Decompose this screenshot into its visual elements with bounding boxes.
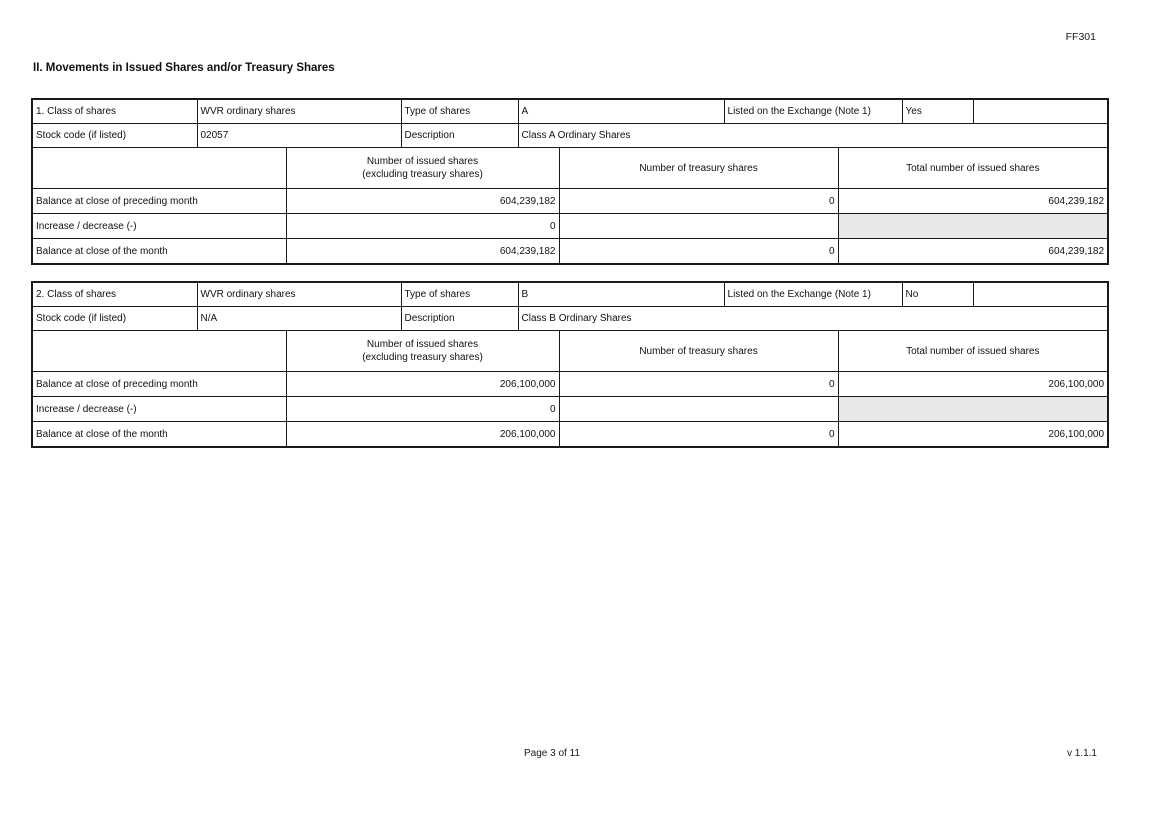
listed-extra-cell xyxy=(973,282,1108,307)
table-header-row xyxy=(32,148,1108,189)
total-shares-column-header: Total number of issued shares xyxy=(838,331,1108,372)
stock-code-label: Stock code (if listed) xyxy=(32,307,197,331)
close-issued-value: 604,239,182 xyxy=(286,239,559,265)
stock-code-label: Stock code (if listed) xyxy=(32,124,197,148)
preceding-treasury-value: 0 xyxy=(559,189,838,214)
increase-issued-value: 0 xyxy=(286,397,559,422)
table-row xyxy=(32,422,1108,448)
stock-code-value: N/A xyxy=(197,307,401,331)
preceding-balance-label: Balance at close of preceding month xyxy=(32,372,286,397)
table-row xyxy=(32,214,1108,239)
close-balance-label: Balance at close of the month xyxy=(32,239,286,265)
description-label: Description xyxy=(401,124,518,148)
class-b-shares-table xyxy=(31,281,1109,448)
page-title: II. Movements in Issued Shares and/or Treasury Shares xyxy=(33,62,335,74)
preceding-total-value: 604,239,182 xyxy=(838,189,1108,214)
preceding-issued-value: 604,239,182 xyxy=(286,189,559,214)
stock-code-value: 02057 xyxy=(197,124,401,148)
increase-decrease-label: Increase / decrease (-) xyxy=(32,214,286,239)
table-row xyxy=(32,189,1108,214)
type-of-shares-label: Type of shares xyxy=(401,99,518,124)
table-row xyxy=(32,239,1108,265)
close-treasury-value: 0 xyxy=(559,422,838,448)
table-row xyxy=(32,372,1108,397)
description-label: Description xyxy=(401,307,518,331)
preceding-treasury-value: 0 xyxy=(559,372,838,397)
issued-shares-header-line2: (excluding treasury shares) xyxy=(362,352,483,363)
description-value: Class B Ordinary Shares xyxy=(518,307,1108,331)
close-balance-label: Balance at close of the month xyxy=(32,422,286,448)
type-of-shares-value: B xyxy=(518,282,724,307)
table-row xyxy=(32,397,1108,422)
class-of-shares-label: 2. Class of shares xyxy=(32,282,197,307)
preceding-balance-label: Balance at close of preceding month xyxy=(32,189,286,214)
listed-on-exchange-label: Listed on the Exchange (Note 1) xyxy=(724,282,902,307)
description-value: Class A Ordinary Shares xyxy=(518,124,1108,148)
increase-issued-value: 0 xyxy=(286,214,559,239)
listed-on-exchange-value: Yes xyxy=(902,99,973,124)
table-row xyxy=(32,124,1108,148)
issued-shares-column-header xyxy=(286,331,559,372)
table-row xyxy=(32,282,1108,307)
treasury-shares-column-header: Number of treasury shares xyxy=(559,331,838,372)
form-code: FF301 xyxy=(1065,31,1096,43)
close-treasury-value: 0 xyxy=(559,239,838,265)
table-header-row xyxy=(32,331,1108,372)
preceding-issued-value: 206,100,000 xyxy=(286,372,559,397)
class-of-shares-label: 1. Class of shares xyxy=(32,99,197,124)
listed-on-exchange-value: No xyxy=(902,282,973,307)
issued-shares-header-line2: (excluding treasury shares) xyxy=(362,169,483,180)
class-of-shares-value: WVR ordinary shares xyxy=(197,282,401,307)
empty-header-cell xyxy=(32,331,286,372)
type-of-shares-value: A xyxy=(518,99,724,124)
treasury-shares-column-header: Number of treasury shares xyxy=(559,148,838,189)
preceding-total-value: 206,100,000 xyxy=(838,372,1108,397)
version-label: v 1.1.1 xyxy=(1066,748,1097,759)
increase-treasury-value xyxy=(559,214,838,239)
increase-total-shaded-cell xyxy=(838,397,1108,422)
issued-shares-header-line1: Number of issued shares xyxy=(366,156,479,167)
class-a-shares-table xyxy=(31,98,1109,265)
empty-header-cell xyxy=(32,148,286,189)
type-of-shares-label: Type of shares xyxy=(401,282,518,307)
increase-total-shaded-cell xyxy=(838,214,1108,239)
table-row xyxy=(32,307,1108,331)
class-of-shares-value: WVR ordinary shares xyxy=(197,99,401,124)
increase-decrease-label: Increase / decrease (-) xyxy=(32,397,286,422)
listed-on-exchange-label: Listed on the Exchange (Note 1) xyxy=(724,99,902,124)
issued-shares-header-line1: Number of issued shares xyxy=(366,339,479,350)
close-total-value: 604,239,182 xyxy=(838,239,1108,265)
total-shares-column-header: Total number of issued shares xyxy=(838,148,1108,189)
issued-shares-column-header xyxy=(286,148,559,189)
close-total-value: 206,100,000 xyxy=(838,422,1108,448)
listed-extra-cell xyxy=(973,99,1108,124)
table-row xyxy=(32,99,1108,124)
close-issued-value: 206,100,000 xyxy=(286,422,559,448)
increase-treasury-value xyxy=(559,397,838,422)
page-indicator: Page 3 of 11 xyxy=(524,748,580,759)
